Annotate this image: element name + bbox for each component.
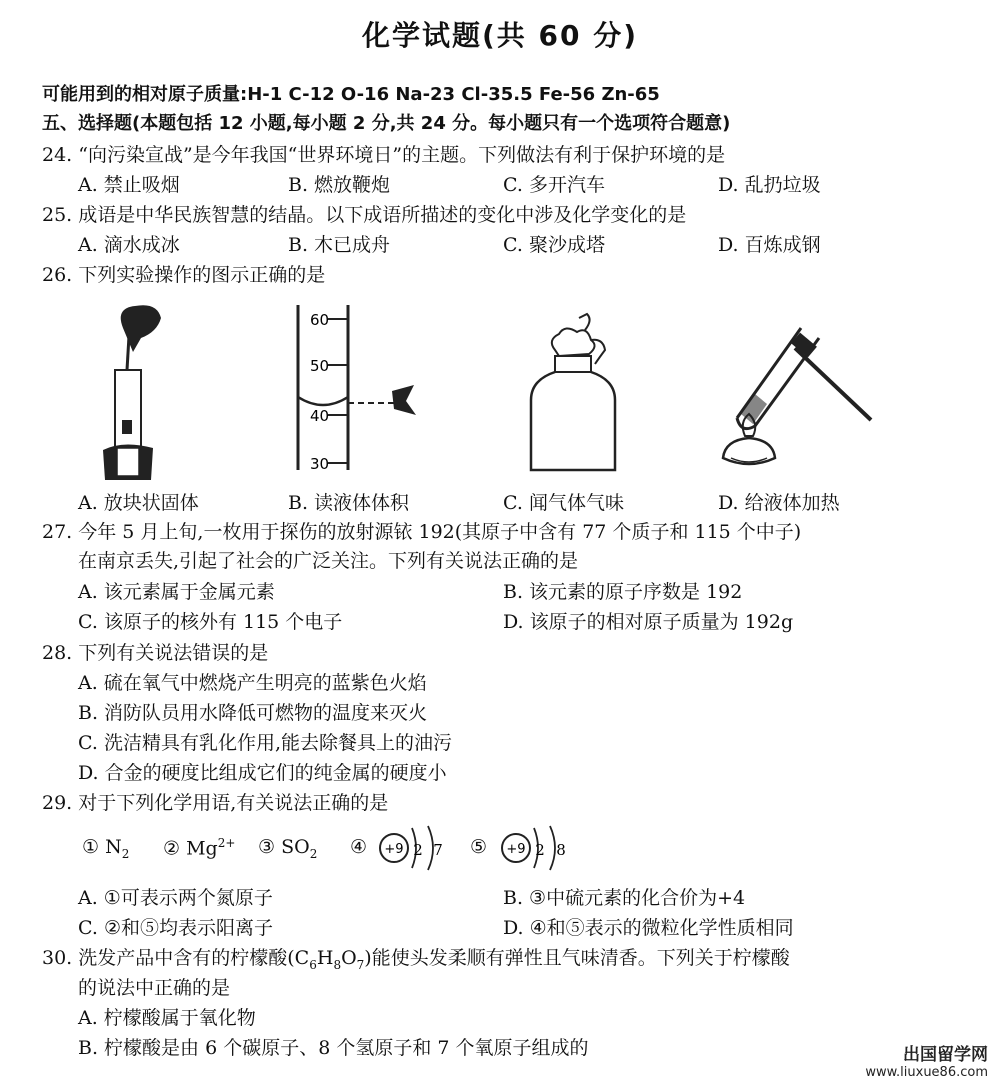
symbol-5-label: ⑤ — [470, 836, 488, 858]
atom-structure-diagram-4 — [378, 822, 448, 874]
q25-option-b: B. 木已成舟 — [288, 234, 391, 256]
q28-option-a: A. 硫在氧气中燃烧产生明亮的蓝紫色火焰 — [78, 672, 427, 694]
symbol-4-label: ④ — [350, 836, 368, 858]
section-heading: 五、选择题(本题包括 12 小题,每小题 2 分,共 24 分。每小题只有一个选项符合题意) — [42, 113, 731, 134]
q28-option-b: B. 消防队员用水降低可燃物的温度来灭火 — [78, 702, 428, 724]
cylinder-tick-60: 60 — [310, 311, 330, 329]
q27-option-a: A. 该元素属于金属元素 — [78, 581, 275, 603]
q26-option-a: A. 放块状固体 — [78, 492, 199, 514]
q26-option-b: B. 读液体体积 — [288, 492, 410, 514]
q27-option-d: D. 该原子的相对原子质量为 192g — [503, 611, 794, 633]
svg-text:2: 2 — [413, 841, 423, 859]
q30-stem-line2: 的说法中正确的是 — [78, 977, 231, 999]
eye-icon — [392, 385, 416, 415]
atom-structure-diagram-5 — [500, 822, 572, 874]
q25-stem: 25. 成语是中华民族智慧的结晶。以下成语所描述的变化中涉及化学变化的是 — [42, 204, 687, 226]
page-title: 化学试题(共 60 分) — [361, 19, 639, 52]
q27-stem-line1: 27. 今年 5 月上旬,一枚用于探伤的放射源铱 192(其原子中含有 77 个质子和 115 个中子) — [42, 521, 802, 543]
q25-option-c: C. 聚沙成塔 — [503, 234, 605, 256]
q26-option-d: D. 给液体加热 — [718, 492, 840, 514]
svg-text:+9: +9 — [384, 842, 404, 857]
svg-text:7: 7 — [433, 841, 443, 859]
figure-smell-gas — [525, 310, 625, 480]
q26-stem: 26. 下列实验操作的图示正确的是 — [42, 264, 326, 286]
q28-stem: 28. 下列有关说法错误的是 — [42, 642, 269, 664]
symbol-mg-ion: ② $Mg^{2+}$ — [163, 836, 236, 860]
svg-text:8: 8 — [556, 841, 566, 859]
q26-option-c: C. 闻气体气味 — [503, 492, 624, 514]
q27-option-c: C. 该原子的核外有 115 个电子 — [78, 611, 343, 633]
q29-option-a: A. ①可表示两个氮原子 — [78, 887, 273, 909]
symbol-n2: ① $N_2$ — [82, 836, 130, 861]
q28-option-c: C. 洗洁精具有乳化作用,能去除餐具上的油污 — [78, 732, 452, 754]
figure-place-block-solid — [95, 300, 165, 485]
q24-option-d: D. 乱扔垃圾 — [718, 174, 821, 196]
svg-text:2: 2 — [535, 841, 545, 859]
q29-option-d: D. ④和⑤表示的微粒化学性质相同 — [503, 917, 794, 939]
figure-read-liquid-volume — [290, 305, 430, 475]
watermark-name: 出国留学网 — [903, 1045, 988, 1065]
q25-option-d: D. 百炼成钢 — [718, 234, 821, 256]
svg-text:+9: +9 — [506, 842, 526, 857]
q29-option-b: B. ③中硫元素的化合价为+4 — [503, 887, 746, 909]
symbol-so2: ③ $SO_2$ — [258, 836, 318, 861]
q29-option-c: C. ②和⑤均表示阳离子 — [78, 917, 273, 939]
q30-option-b: B. 柠檬酸是由 6 个碳原子、8 个氢原子和 7 个氧原子组成的 — [78, 1037, 589, 1059]
cylinder-tick-30: 30 — [310, 455, 330, 473]
watermark — [865, 1040, 988, 1080]
q25-option-a: A. 滴水成冰 — [78, 234, 180, 256]
watermark-url: www.liuxue86.com — [865, 1065, 988, 1080]
q27-stem-line2: 在南京丢失,引起了社会的广泛关注。下列有关说法正确的是 — [78, 550, 579, 572]
q28-option-d: D. 合金的硬度比组成它们的纯金属的硬度小 — [78, 762, 447, 784]
figure-heat-liquid — [715, 318, 885, 478]
atomic-masses: 可能用到的相对原子质量:H-1 C-12 O-16 Na-23 Cl-35.5 Fe-56 Zn-65 — [42, 84, 660, 105]
q30-option-a: A. 柠檬酸属于氧化物 — [78, 1007, 256, 1029]
q30-stem-line1: 30. 洗发产品中含有的柠檬酸$(C_6H_8O_7)$能使头发柔顺有弹性且气味清香。下列关于柠檬酸 — [42, 947, 790, 972]
q24-stem: 24. “向污染宣战”是今年我国“世界环境日”的主题。下列做法有利于保护环境的是 — [42, 144, 726, 166]
q24-option-b: B. 燃放鞭炮 — [288, 174, 391, 196]
q24-option-a: A. 禁止吸烟 — [78, 174, 180, 196]
q27-option-b: B. 该元素的原子序数是 192 — [503, 581, 743, 603]
q24-option-c: C. 多开汽车 — [503, 174, 605, 196]
cylinder-tick-40: 40 — [310, 407, 330, 425]
cylinder-tick-50: 50 — [310, 357, 330, 375]
q29-stem: 29. 对于下列化学用语,有关说法正确的是 — [42, 792, 389, 814]
